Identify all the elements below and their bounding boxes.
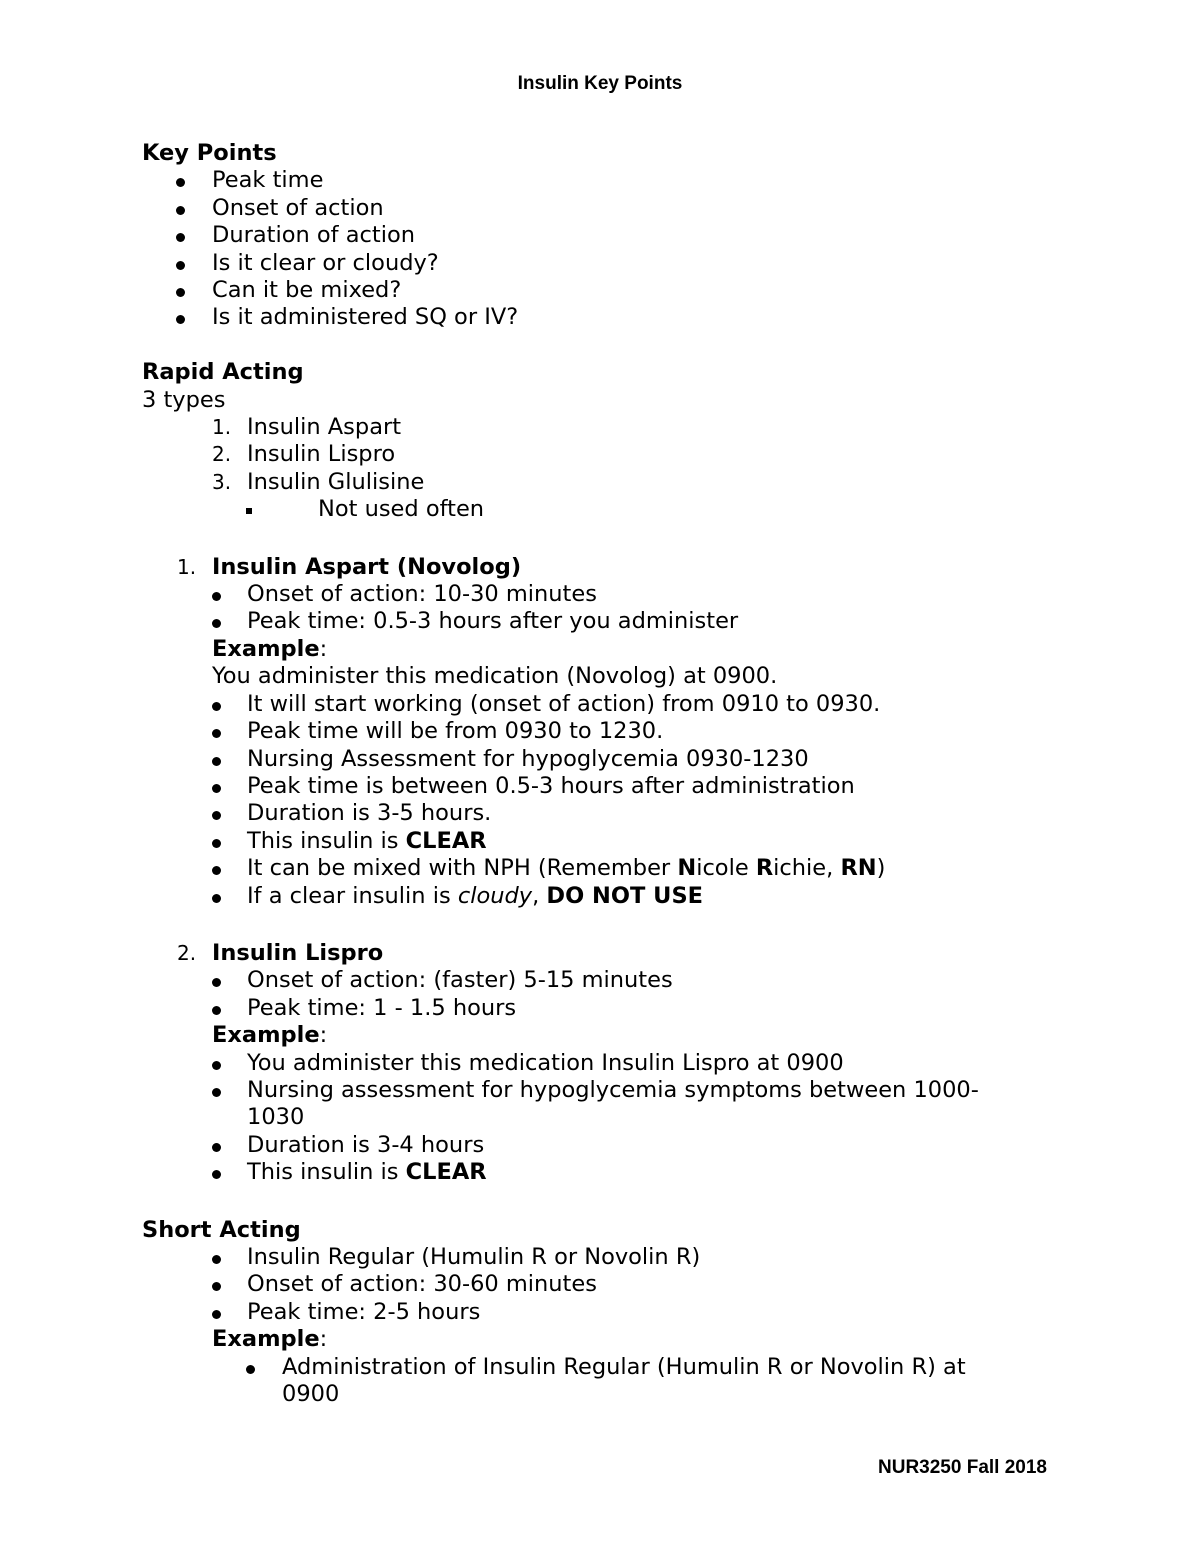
- list-item: Peak time will be from 0930 to 1230.: [247, 718, 664, 745]
- rapid-acting-heading: Rapid Acting: [142, 359, 304, 386]
- list-item: 2. Insulin Lispro: [212, 441, 396, 468]
- list-item: Not used often: [318, 496, 485, 523]
- lispro-example-list: [142, 1050, 1042, 1187]
- list-item: Duration is 3-4 hours: [247, 1131, 485, 1158]
- list-item: Onset of action: 10-30 minutes: [247, 581, 597, 608]
- list-item: Is it administered SQ or IV?: [212, 304, 519, 331]
- aspart-example-label: Example:: [212, 635, 328, 662]
- list-item: Onset of action: (faster) 5-15 minutes: [247, 967, 673, 994]
- list-item: Is it clear or cloudy?: [212, 249, 439, 276]
- aspart-heading: Insulin Aspart (Novolog): [212, 553, 522, 580]
- key-points-list: [142, 167, 1042, 331]
- list-item: It can be mixed with NPH (Remember Nicole Richie, RN): [247, 855, 886, 882]
- list-item: 3. Insulin Glulisine: [212, 468, 425, 495]
- list-item: Can it be mixed?: [212, 277, 402, 304]
- lispro-heading-row: 2. Insulin Lispro: [177, 939, 384, 966]
- list-item: Insulin Regular (Humulin R or Novolin R): [247, 1244, 701, 1271]
- list-item: You administer this medication Insulin Lispro at 0900: [247, 1049, 844, 1076]
- document-body: [142, 140, 1042, 1408]
- lispro-list: [142, 967, 1042, 1022]
- rapid-types-list: [142, 414, 1042, 524]
- short-acting-list: [142, 1244, 1042, 1326]
- list-item: Onset of action: [212, 194, 384, 221]
- list-item: This insulin is CLEAR: [247, 827, 487, 854]
- list-item: Duration is 3-5 hours.: [247, 800, 492, 827]
- short-example-label: Example:: [212, 1326, 328, 1353]
- list-item: Peak time: 0.5-3 hours after you administer: [247, 608, 739, 635]
- list-item: If a clear insulin is cloudy, DO NOT USE: [247, 882, 704, 909]
- lispro-heading: Insulin Lispro: [212, 939, 384, 966]
- list-item: This insulin is CLEAR: [247, 1159, 487, 1186]
- page-footer: NUR3250 Fall 2018: [878, 1457, 1047, 1478]
- list-item: Nursing assessment for hypoglycemia symptoms between 1000- 1030: [247, 1076, 979, 1131]
- list-item: Peak time: 1 - 1.5 hours: [247, 994, 517, 1021]
- rapid-acting-subtitle: 3 types: [142, 386, 226, 413]
- list-item: Administration of Insulin Regular (Humulin R or Novolin R) at 0900: [282, 1353, 966, 1408]
- page-title: Insulin Key Points: [517, 73, 683, 94]
- short-acting-heading: Short Acting: [142, 1216, 301, 1243]
- lispro-example-label: Example:: [212, 1022, 328, 1049]
- list-item: Peak time is between 0.5-3 hours after administration: [247, 772, 855, 799]
- list-item: Peak time: [212, 167, 324, 194]
- list-item: 1. Insulin Aspart: [212, 414, 402, 441]
- short-example-list: [142, 1354, 1042, 1409]
- aspart-example-text: You administer this medication (Novolog) at 0900.: [212, 663, 778, 690]
- key-points-heading: Key Points: [142, 140, 277, 166]
- list-item: It will start working (onset of action) from 0910 to 0930.: [247, 690, 881, 717]
- list-item: Nursing Assessment for hypoglycemia 0930-1230: [247, 745, 809, 772]
- aspart-example-list: [142, 691, 1042, 910]
- aspart-heading-row: 1. Insulin Aspart (Novolog): [177, 553, 522, 580]
- aspart-list: [142, 581, 1042, 636]
- list-item: Onset of action: 30-60 minutes: [247, 1271, 597, 1298]
- list-item: Duration of action: [212, 222, 415, 249]
- list-item: Peak time: 2-5 hours: [247, 1298, 481, 1325]
